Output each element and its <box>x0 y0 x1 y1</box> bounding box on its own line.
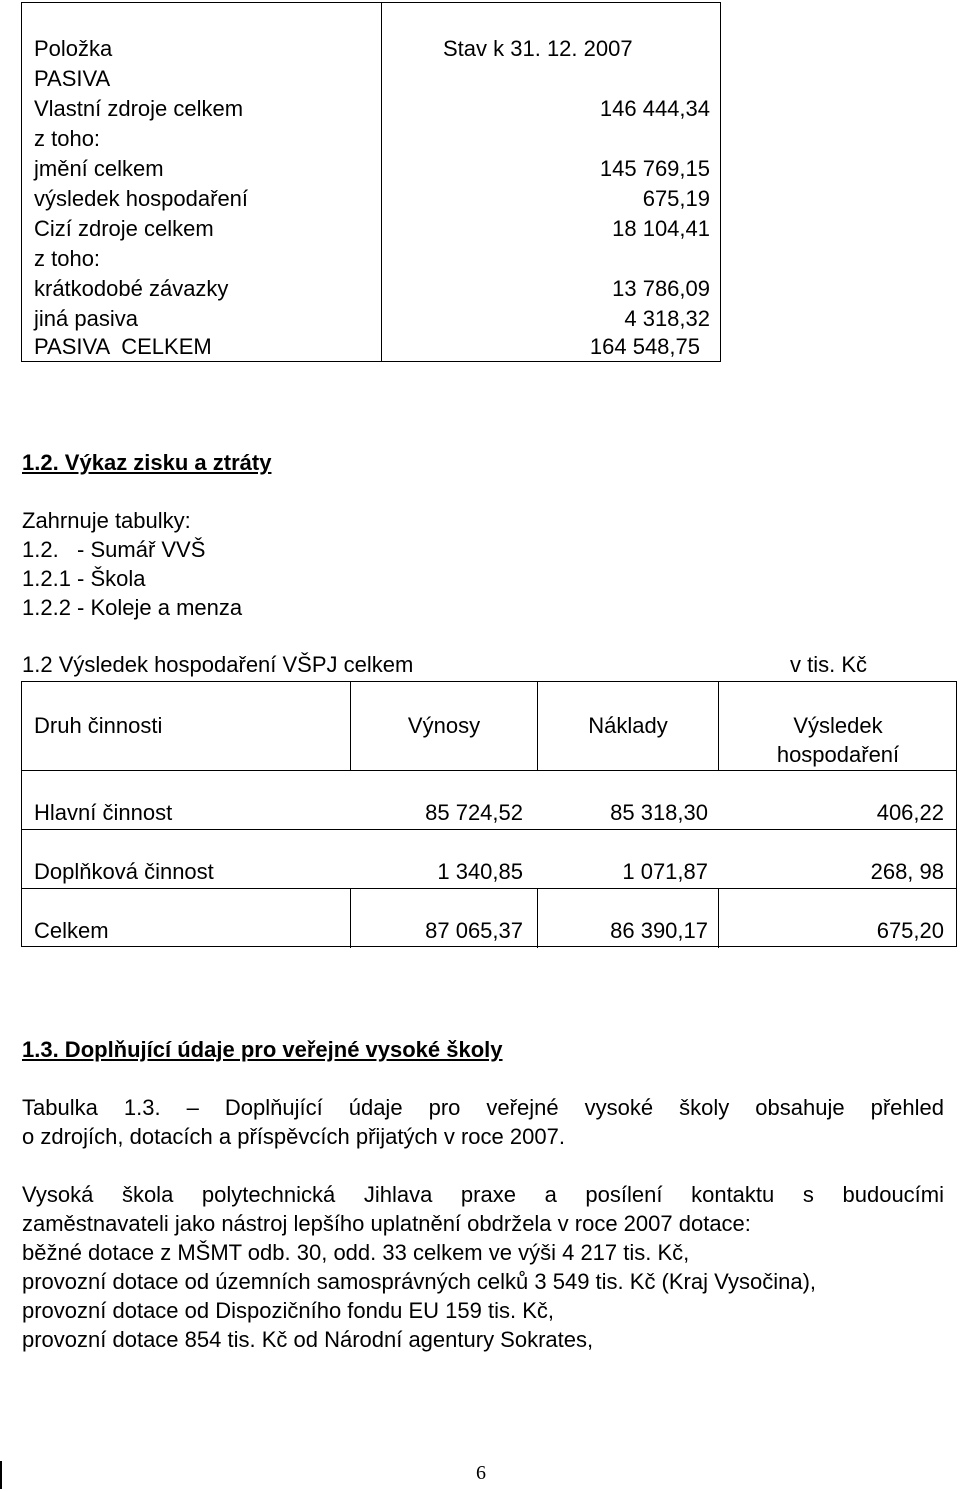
table-row <box>34 304 710 334</box>
paragraph-line: provozní dotace od územních samosprávných celků 3 549 tis. Kč (Kraj Vysočina), <box>22 1269 817 1294</box>
table-rule <box>718 888 719 948</box>
col-header-costs: Náklady <box>588 713 668 738</box>
row-label: Cizí zdroje celkem <box>34 216 214 241</box>
row-value: 13 786,09 <box>612 276 710 301</box>
paragraph-line: o zdrojích, dotacích a příspěvcích přijatých v roce 2007. <box>22 1124 565 1149</box>
row-value: 146 444,34 <box>599 96 710 121</box>
cell-activity: Hlavní činnost <box>34 800 173 825</box>
includes-item: 1.2. - Sumář VVŠ <box>22 537 206 562</box>
pasiva-table <box>21 2 721 362</box>
cell-revenue: 1 340,85 <box>437 859 523 884</box>
cell-result: 406,22 <box>876 800 944 825</box>
row-value: 164 548,75 <box>589 334 700 359</box>
section-heading-1-2: 1.2. Výkaz zisku a ztráty <box>22 450 272 475</box>
section-heading-1-3: 1.3. Doplňující údaje pro veřejné vysoké školy <box>22 1037 503 1062</box>
paragraph-line: Tabulka 1.3. – Doplňující údaje pro veřejné vysoké školy obsahuje přehled <box>22 1095 944 1120</box>
table-title: 1.2 Výsledek hospodaření VŠPJ celkem <box>22 652 414 677</box>
row-value: 675,19 <box>642 186 710 211</box>
table-row-total <box>34 332 710 362</box>
row-label: PASIVA CELKEM <box>34 334 212 359</box>
table-row <box>34 64 710 94</box>
margin-bar <box>0 1461 2 1489</box>
row-label: krátkodobé závazky <box>34 276 229 301</box>
col-header-activity: Druh činnosti <box>34 713 163 738</box>
includes-item: 1.2.1 - Škola <box>22 566 146 591</box>
cell-costs: 85 318,30 <box>610 800 708 825</box>
col-header-result: Výsledek <box>793 713 883 738</box>
table-rule <box>537 888 538 948</box>
paragraph-line: zaměstnavateli jako nástroj lepšího uplatnění obdržela v roce 2007 dotace: <box>22 1211 751 1236</box>
table-row <box>34 244 710 274</box>
header-item: Položka <box>34 36 113 61</box>
col-header-result-2: hospodaření <box>776 742 900 767</box>
cell-costs: 86 390,17 <box>610 918 708 943</box>
table-rule <box>22 888 956 889</box>
paragraph-line: Vysoká škola polytechnická Jihlava praxe a posílení kontaktu s budoucími <box>22 1182 944 1207</box>
table-row <box>34 94 710 124</box>
paragraph-line: provozní dotace 854 tis. Kč od Národní agentury Sokrates, <box>22 1327 594 1352</box>
result-table <box>21 681 957 947</box>
cell-activity: Doplňková činnost <box>34 859 214 884</box>
table-row <box>34 184 710 214</box>
cell-result: 675,20 <box>876 918 944 943</box>
row-label: z toho: <box>34 126 101 151</box>
header-date: Stav k 31. 12. 2007 <box>443 36 633 61</box>
row-label: výsledek hospodaření <box>34 186 249 211</box>
table-unit: v tis. Kč <box>790 652 868 677</box>
row-value: 18 104,41 <box>612 216 710 241</box>
cell-revenue: 87 065,37 <box>425 918 523 943</box>
includes-label: Zahrnuje tabulky: <box>22 508 191 533</box>
cell-costs: 1 071,87 <box>622 859 708 884</box>
cell-activity: Celkem <box>34 918 109 943</box>
row-value: 4 318,32 <box>624 306 710 331</box>
paragraph-line: provozní dotace od Dispozičního fondu EU 159 tis. Kč, <box>22 1298 554 1323</box>
row-label: jiná pasiva <box>34 306 138 331</box>
row-label: z toho: <box>34 246 101 271</box>
table-row <box>34 124 710 154</box>
table-rule <box>22 829 956 830</box>
includes-item: 1.2.2 - Koleje a menza <box>22 595 243 620</box>
paragraph-line: běžné dotace z MŠMT odb. 30, odd. 33 celkem ve výši 4 217 tis. Kč, <box>22 1240 690 1265</box>
table-rule <box>350 888 351 948</box>
table-rule <box>22 770 956 771</box>
row-value: 145 769,15 <box>599 156 710 181</box>
cell-result: 268, 98 <box>870 859 944 884</box>
row-label: jmění celkem <box>34 156 164 181</box>
col-header-revenue: Výnosy <box>407 713 481 738</box>
table-row <box>34 154 710 184</box>
table-row <box>34 214 710 244</box>
cell-revenue: 85 724,52 <box>425 800 523 825</box>
pasiva-header-row <box>34 34 710 64</box>
table-row <box>34 274 710 304</box>
row-label: Vlastní zdroje celkem <box>34 96 244 121</box>
row-label: PASIVA <box>34 66 111 91</box>
page-number: 6 <box>476 1462 486 1484</box>
